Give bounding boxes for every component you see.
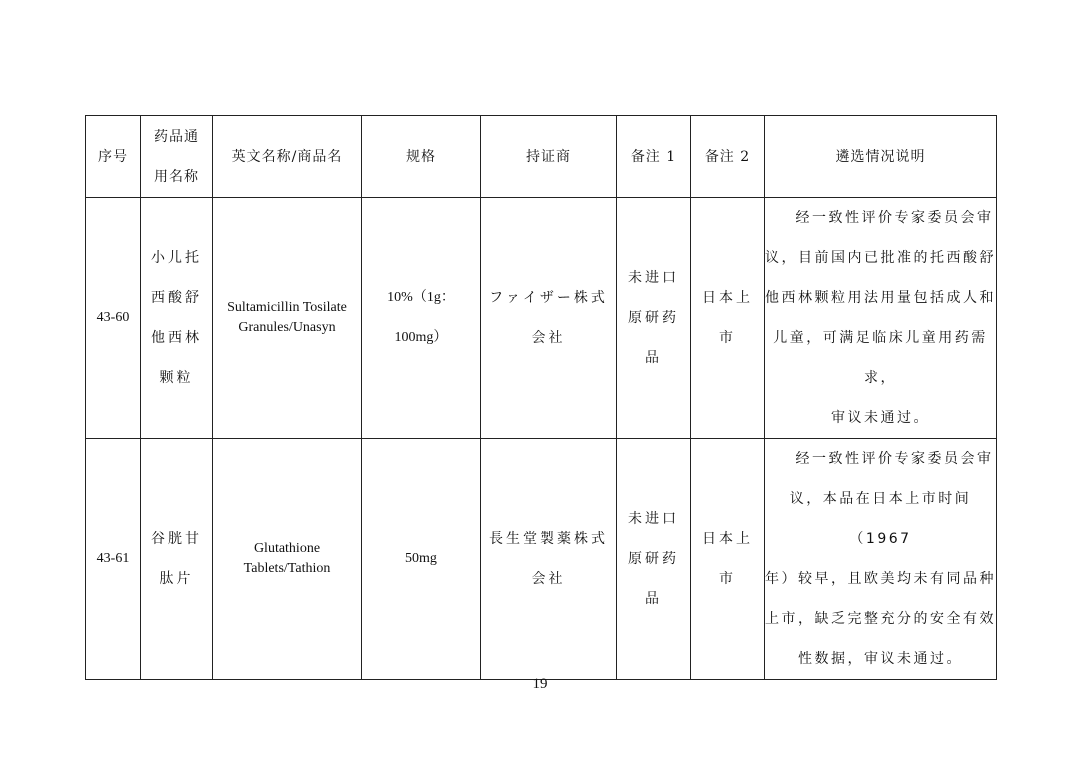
cell-generic-name: 谷胱甘 肽片 (141, 439, 213, 680)
table-row (86, 439, 997, 680)
table-header-row (86, 116, 997, 198)
cell-holder: ファイザー株式 会社 (481, 198, 617, 439)
header-english-name: 英文名称/商品名 (213, 116, 362, 198)
cell-selection-note: 经一致性评价专家委员会审 议，本品在日本上市时间（1967 年）较早，且欧美均未有同品种 上市，缺乏完整充分的安全有效 性数据，审议未通过。 (765, 439, 997, 680)
header-remark-2: 备注 2 (691, 116, 765, 198)
header-spec: 规格 (362, 116, 481, 198)
cell-selection-note: 经一致性评价专家委员会审 议，目前国内已批准的托西酸舒 他西林颗粒用法用量包括成人和 儿童，可满足临床儿童用药需求， 审议未通过。 (765, 198, 997, 439)
cell-remark-2: 日本上 市 (691, 439, 765, 680)
drug-selection-table (85, 115, 997, 680)
cell-holder: 長生堂製薬株式 会社 (481, 439, 617, 680)
table-row (86, 198, 997, 439)
cell-seq: 43-61 (86, 439, 141, 680)
cell-spec: 10%（1g： 100mg） (362, 198, 481, 439)
cell-english-name: Glutathione Tablets/Tathion (213, 439, 362, 680)
header-selection-note: 遴选情况说明 (765, 116, 997, 198)
cell-remark-2: 日本上 市 (691, 198, 765, 439)
cell-remark-1: 未进口 原研药 品 (617, 198, 691, 439)
cell-english-name: Sultamicillin Tosilate Granules/Unasyn (213, 198, 362, 439)
cell-generic-name: 小儿托 西酸舒 他西林 颗粒 (141, 198, 213, 439)
cell-spec: 50mg (362, 439, 481, 680)
header-generic-name: 药品通 用名称 (141, 116, 213, 198)
cell-remark-1: 未进口 原研药 品 (617, 439, 691, 680)
header-seq: 序号 (86, 116, 141, 198)
page-number: 19 (532, 676, 548, 692)
header-holder: 持证商 (481, 116, 617, 198)
header-remark-1: 备注 1 (617, 116, 691, 198)
cell-seq: 43-60 (86, 198, 141, 439)
